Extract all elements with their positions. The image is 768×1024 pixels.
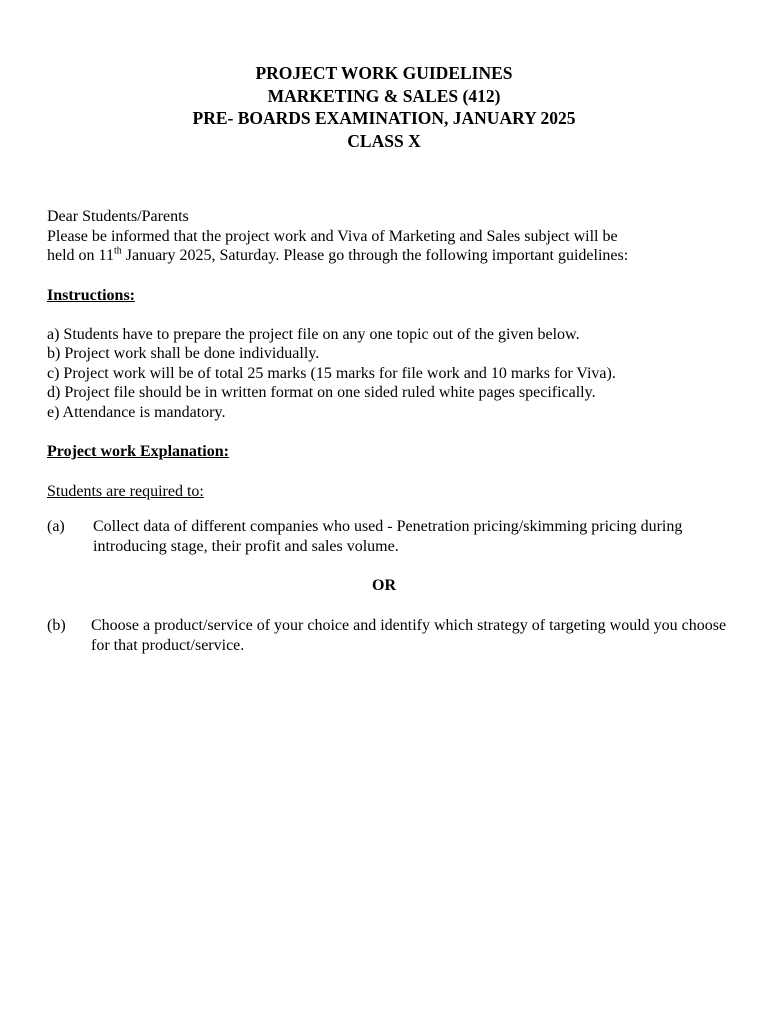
instruction-item-e: e) Attendance is mandatory. <box>47 404 226 421</box>
or-separator: OR <box>372 577 396 594</box>
instruction-item-c: c) Project work will be of total 25 marks (15 marks for file work and 10 marks for Viva). <box>47 365 616 382</box>
salutation: Dear Students/Parents <box>47 208 189 225</box>
explanation-subtitle: Students are required to: <box>47 483 204 500</box>
intro-line-2-start: held on 11 <box>47 247 114 264</box>
instruction-item-a: a) Students have to prepare the project file on any one topic out of the given below. <box>47 326 580 343</box>
heading-exam: PRE- BOARDS EXAMINATION, JANUARY 2025 <box>192 108 576 128</box>
intro-line-2 <box>47 246 628 266</box>
explanation-title: Project work Explanation: <box>47 443 229 460</box>
intro-line-1: Please be informed that the project work and Viva of Marketing and Sales subject will be <box>47 228 618 245</box>
option-a-marker: (a) <box>47 518 65 535</box>
option-b-marker: (b) <box>47 617 66 634</box>
instructions-title: Instructions: <box>47 287 136 304</box>
heading-class: CLASS X <box>347 130 421 151</box>
instruction-item-d: d) Project file should be in written format on one sided ruled white pages specifically. <box>47 384 596 401</box>
instruction-item-b: b) Project work shall be done individually. <box>47 345 320 362</box>
date-ordinal-suffix: th <box>113 245 122 257</box>
document-heading <box>0 62 768 152</box>
option-a-text: Collect data of different companies who used - Penetration pricing/skimming pricing during introducing stage, their profit and sales volume. <box>93 518 683 555</box>
heading-subject: MARKETING & SALES (412) <box>267 85 501 106</box>
option-b-text: Choose a product/service of your choice and identify which strategy of targeting would you choose for that product/service. <box>91 617 727 654</box>
intro-line-2-end: January 2025, Saturday. Please go through the following important guidelines: <box>121 247 629 264</box>
heading-title: PROJECT WORK GUIDELINES <box>255 63 513 83</box>
